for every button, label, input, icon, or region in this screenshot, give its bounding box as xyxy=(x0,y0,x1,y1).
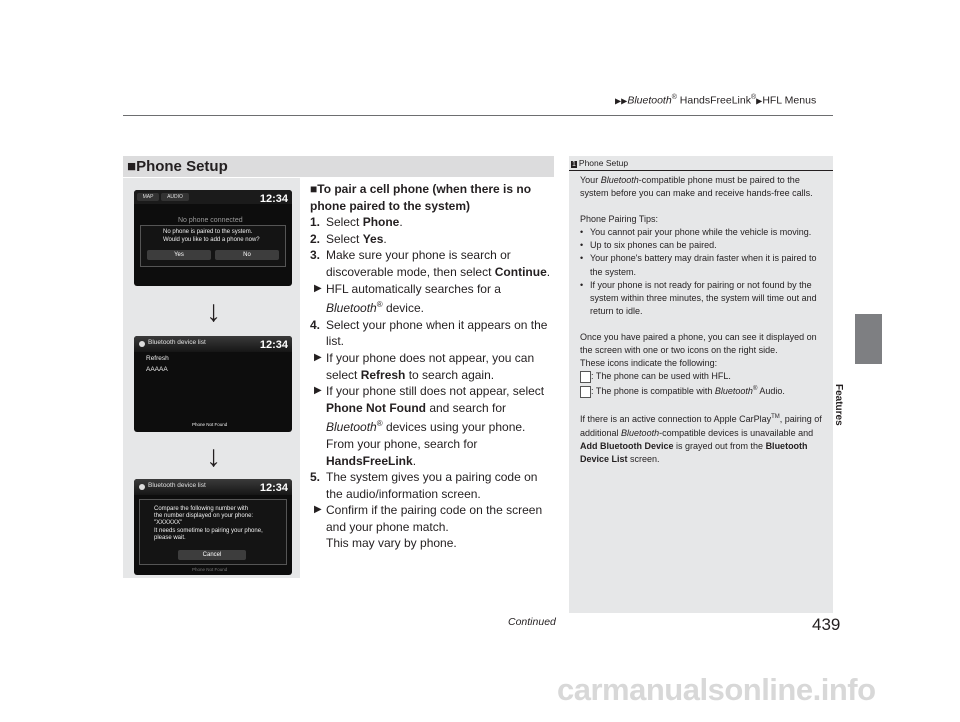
map-label: MAP xyxy=(142,194,154,200)
section-tab-label: Features xyxy=(833,384,844,426)
step-1 xyxy=(310,214,555,231)
text: : The phone is compatible with xyxy=(591,386,715,397)
dialog-line-2: the number displayed on your phone: xyxy=(154,513,254,519)
registered-mark: ® xyxy=(752,386,758,393)
tip-item: • If your phone is not ready for pairing or not found by the system within three minutes, the system will time out and return to idle. xyxy=(580,279,828,318)
note-text: Bluetooth xyxy=(326,301,377,316)
task-heading xyxy=(310,181,555,214)
step-5-note xyxy=(310,502,555,552)
text: screen. xyxy=(627,453,660,464)
task-marker-icon: ■ xyxy=(310,182,318,196)
section-tab-marker xyxy=(855,314,882,364)
note-text: If your phone does not appear, you can select xyxy=(326,350,535,382)
tip-item: • Up to six phones can be paired. xyxy=(580,239,828,252)
step-keyword: Yes xyxy=(362,231,384,246)
text: Your xyxy=(580,175,601,185)
text: Bluetooth xyxy=(600,175,639,185)
text: Bluetooth xyxy=(714,386,753,397)
map-button[interactable] xyxy=(137,193,159,201)
pairing-dialog xyxy=(140,225,286,267)
side-note-paragraph xyxy=(580,174,828,200)
phone-not-found-item: Phone Not Found xyxy=(192,567,228,572)
back-icon[interactable] xyxy=(139,484,145,490)
text: is grayed out from the xyxy=(673,440,766,451)
step-text: . xyxy=(399,215,403,230)
music-icon xyxy=(580,386,591,398)
yes-button[interactable]: Yes xyxy=(147,250,211,260)
step-number: 1. xyxy=(310,215,321,230)
note-text: devices using your phone. From your phone, search for xyxy=(326,420,526,451)
note-text: HFL automatically searches for a xyxy=(326,281,501,296)
screen-title: Bluetooth device list xyxy=(148,339,206,346)
text: Once you have paired a phone, you can see it displayed on the screen with one or two icons on the right side. xyxy=(580,331,817,356)
text: Bluetooth Device List xyxy=(580,440,808,464)
side-note-heading xyxy=(571,158,628,168)
note-text: Confirm if the pairing code on the screen and your phone match. xyxy=(326,503,543,534)
step-text: Select xyxy=(326,215,363,230)
tips-heading: Phone Pairing Tips: xyxy=(580,214,659,225)
text: Add Bluetooth Device xyxy=(580,440,674,451)
breadcrumb-arrow-icon: ▶ xyxy=(756,96,763,106)
continued-label: Continued xyxy=(508,616,556,628)
breadcrumb-hfl-menus: HFL Menus xyxy=(762,94,817,107)
phone-icon xyxy=(580,371,591,383)
breadcrumb-handsfreelink: HandsFreeLink xyxy=(676,94,751,107)
cancel-button[interactable]: Cancel xyxy=(178,550,246,560)
registered-mark: ® xyxy=(750,94,757,101)
carplay-note xyxy=(580,411,828,465)
step-text: . xyxy=(546,264,551,279)
note-arrow-icon: ▶ xyxy=(314,504,322,516)
dialog-line-5: please wait. xyxy=(154,535,186,541)
back-icon[interactable] xyxy=(139,341,145,347)
side-note-heading-text: Phone Setup xyxy=(578,158,629,168)
watermark: carmanualsonline.info xyxy=(557,672,876,707)
text: Audio. xyxy=(757,386,785,397)
registered-mark: ® xyxy=(376,419,383,429)
note-text: and search for xyxy=(425,400,507,415)
down-arrow-icon: ↓ xyxy=(206,295,221,328)
dialog-line-1: Compare the following number with xyxy=(154,506,249,512)
note-keyword: Phone Not Found xyxy=(326,400,426,415)
section-marker-icon: ■ xyxy=(127,158,137,175)
refresh-item[interactable]: Refresh xyxy=(146,355,169,362)
step-text: Select your phone when it appears on the list. xyxy=(326,317,548,349)
text: These icons indicate the following: xyxy=(580,358,718,369)
text: -compatible devices is unavailable and xyxy=(659,427,814,438)
step-number: 3. xyxy=(310,248,321,263)
note-keyword: Refresh xyxy=(360,367,406,382)
tip-item: • Your phone's battery may drain faster when it is paired to the system. xyxy=(580,252,828,278)
screen-pairing-code xyxy=(134,479,292,575)
section-title xyxy=(127,158,228,175)
screen-bluetooth-device-list xyxy=(134,336,292,432)
task-heading-text: To pair a cell phone (when there is no phone paired to the system) xyxy=(310,182,532,213)
clock: 12:34 xyxy=(259,193,288,205)
step-number: 5. xyxy=(310,470,321,485)
step-text: . xyxy=(383,231,387,246)
tip-item: • You cannot pair your phone while the vehicle is moving. xyxy=(580,226,828,239)
note-arrow-icon: ▶ xyxy=(314,351,322,363)
registered-mark: ® xyxy=(671,94,677,101)
step-text: Select xyxy=(326,231,363,246)
note-arrow-icon: ▶ xyxy=(314,385,322,397)
note-text: to search again. xyxy=(405,367,495,382)
text: If there is an active connection to Apple CarPlay xyxy=(580,414,772,425)
pairing-tips xyxy=(580,213,828,318)
dialog-line-3: "XXXXXX" xyxy=(154,520,183,526)
pairing-code-dialog xyxy=(139,499,287,565)
text: : The phone can be used with HFL. xyxy=(591,371,731,382)
page-number: 439 xyxy=(812,615,841,634)
device-item[interactable]: AAAAA xyxy=(146,366,168,373)
dialog-line-1: No phone is paired to the system. xyxy=(163,229,253,235)
phone-not-found-item[interactable]: Phone Not Found xyxy=(192,422,228,427)
icons-explanation xyxy=(580,331,828,398)
clock: 12:34 xyxy=(259,339,288,351)
breadcrumb-arrow-icon: ▶▶ xyxy=(615,96,628,106)
text: , pairing of additional xyxy=(580,414,822,438)
dialog-line-2: Would you like to add a phone now? xyxy=(163,237,260,243)
step-text: Make sure your phone is search or discoverable mode, then select xyxy=(326,248,511,279)
clock: 12:34 xyxy=(259,482,288,494)
step-2 xyxy=(310,231,555,248)
icon-row-hfl xyxy=(580,370,828,383)
step-text: The system gives you a pairing code on the audio/information screen. xyxy=(326,470,538,501)
step-keyword: Continue xyxy=(494,264,547,279)
breadcrumb-bluetooth: Bluetooth xyxy=(627,94,672,107)
step-3 xyxy=(310,247,555,280)
note-text: device. xyxy=(382,301,424,316)
step-number: 4. xyxy=(310,317,321,332)
registered-mark: ® xyxy=(376,300,383,310)
audio-button[interactable] xyxy=(161,193,189,201)
step-4-note-1 xyxy=(310,350,555,383)
step-4 xyxy=(310,317,555,350)
text: Bluetooth xyxy=(621,427,660,438)
no-button[interactable]: No xyxy=(215,250,279,260)
step-number: 2. xyxy=(310,231,321,246)
note-number-icon: 1 xyxy=(572,161,576,168)
side-note-body xyxy=(580,174,828,479)
step-5 xyxy=(310,469,555,502)
screen-no-phone-connected xyxy=(134,190,292,286)
note-text: . xyxy=(412,453,417,468)
breadcrumb xyxy=(615,94,816,107)
note-keyword: HandsFreeLink xyxy=(326,453,413,468)
step-4-note-2 xyxy=(310,383,555,469)
instructions xyxy=(310,181,555,552)
dialog-line-4: It needs sometime to pairing your phone, xyxy=(154,528,263,534)
trademark-mark: TM xyxy=(771,414,780,421)
screen-title: Bluetooth device list xyxy=(148,482,206,489)
status-text: No phone connected xyxy=(178,217,243,224)
step-keyword: Phone xyxy=(362,215,400,230)
header-rule xyxy=(123,115,833,116)
note-arrow-icon: ▶ xyxy=(314,282,322,294)
audio-label: AUDIO xyxy=(167,194,183,200)
text: -compatible phone must be paired to the system before you can make and receive hands-free calls. xyxy=(580,175,813,199)
down-arrow-icon: ↓ xyxy=(206,440,221,473)
section-title-text: Phone Setup xyxy=(136,158,228,175)
note-text: This may vary by phone. xyxy=(326,536,457,551)
icon-row-audio xyxy=(580,383,828,398)
step-3-note xyxy=(310,281,555,317)
note-text: If your phone still does not appear, select xyxy=(326,384,545,399)
note-text: Bluetooth xyxy=(326,420,377,435)
